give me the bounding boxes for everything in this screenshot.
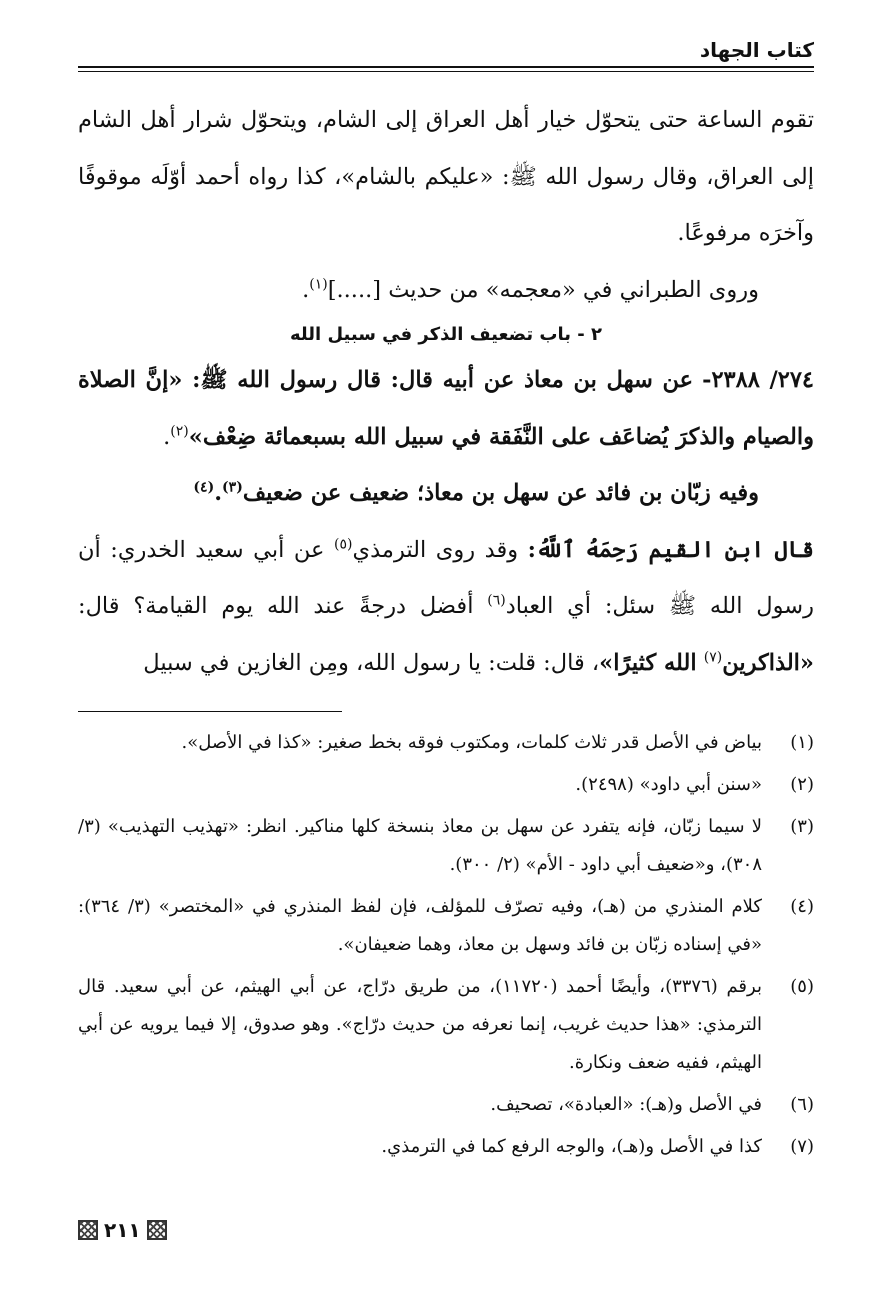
running-header xyxy=(78,38,814,68)
footnote-ref-1: (١) xyxy=(309,276,328,292)
header-title: كتاب الجهاد xyxy=(699,38,814,62)
footnote-text: بياض في الأصل قدر ثلاث كلمات، ومكتوب فوقه بخط صغير: «كذا في الأصل». xyxy=(181,732,762,753)
page-number: ٢١١ xyxy=(104,1218,141,1242)
paragraph-5-quote: «الذاكرين xyxy=(722,649,814,676)
ornament-icon xyxy=(78,1220,98,1240)
footnote-separator xyxy=(78,711,342,712)
footnote-ref-4: (٤) xyxy=(193,479,215,496)
footnote-text: برقم (٣٣٧٦)، وأيضًا أحمد (١١٧٢٠)، من طريق درّاج، عن أبي الهيثم، عن أبي سعيد. قال الترمذي: «هذا حديث غريب، إنما نعرفه من حديث درّاج». وهو صدوق، إلا فيما يرويه عن أبي الهيثم، ففيه ضعف ونكارة. xyxy=(78,976,762,1073)
hadith-number: ٢٧٤/ ٢٣٨٨- xyxy=(702,367,814,393)
paragraph-5-quote-2: الله كثيرًا» xyxy=(599,649,697,676)
paragraph-5-b: عن أبي سعيد الخدري: أن رسول الله ﷺ سئل: أي العباد xyxy=(78,536,815,619)
hadith-text: عن سهل بن معاذ عن أبيه قال: قال رسول الله ﷺ: «إنَّ الصلاة والصيام والذكرَ يُضاعَف على النَّفَقة في سبيل الله بسبعمائة ضِعْف» xyxy=(78,367,814,450)
footnote-item xyxy=(78,968,814,1082)
main-text xyxy=(78,92,814,691)
footnote-number: (١) xyxy=(790,732,814,753)
footnote-number: (٥) xyxy=(790,976,814,997)
paragraph-5-a: وقد روى الترمذي xyxy=(352,536,519,563)
hadith-end: . xyxy=(163,423,171,450)
ornament-icon xyxy=(147,1220,167,1240)
paragraph-2-end: . xyxy=(302,276,310,303)
paragraph-2 xyxy=(78,262,814,319)
paragraph-5-c: أفضل درجةً عند الله يوم القيامة؟ قال: xyxy=(78,593,474,619)
paragraph-5 xyxy=(78,522,814,692)
footnote-ref-7: (٧) xyxy=(703,649,723,665)
footnote-number: (٦) xyxy=(790,1094,814,1115)
footnote-ref-3: (٣) xyxy=(222,479,243,496)
paragraph-5-d: ، قال: قلت: يا رسول الله، ومِن الغازين في سبيل xyxy=(143,649,600,676)
footnote-text: «سنن أبي داود» (٢٤٩٨). xyxy=(575,774,762,795)
footnote-item xyxy=(78,724,814,762)
footnote-ref-6: (٦) xyxy=(487,592,506,609)
footnote-number: (٧) xyxy=(790,1136,814,1157)
footnote-text: كذا في الأصل و(هـ)، والوجه الرفع كما في الترمذي. xyxy=(381,1136,762,1157)
footnote-ref-2: (٢) xyxy=(170,423,189,439)
page-number-block xyxy=(78,1218,167,1242)
footnote-item xyxy=(78,1086,814,1124)
paragraph-4 xyxy=(78,465,814,522)
paragraph-4-text: وفيه زبّان بن فائد عن سهل بن معاذ؛ ضعيف عن ضعيف xyxy=(242,480,759,506)
footnote-text: لا سيما زبّان، فإنه يتفرد عن سهل بن معاذ بنسخة كلها مناكير. انظر: «تهذيب التهذيب» (٣/ ٣٠٨)، و«ضعيف أبي داود - الأم» (٢/ ٣٠٠). xyxy=(78,816,762,875)
footnote-ref-5: (٥) xyxy=(334,536,353,552)
paragraph-4-sep: . xyxy=(214,480,223,506)
paragraph-1: تقوم الساعة حتى يتحوّل خيار أهل العراق إلى الشام، ويتحوّل شرار أهل الشام إلى العراق، وقال رسول الله ﷺ: «عليكم بالشام»، كذا رواه أحمد أوّلَه موقوفًا وآخرَه مرفوعًا. xyxy=(78,107,814,246)
paragraph-5-lead: قال ابن القيم رَحِمَهُ ٱللَّهُ: xyxy=(527,536,814,563)
footnote-text: في الأصل و(هـ): «العبادة»، تصحيف. xyxy=(490,1094,762,1115)
footnote-number: (٢) xyxy=(790,774,814,795)
footnote-number: (٤) xyxy=(790,896,814,917)
footnote-item xyxy=(78,808,814,884)
hadith-paragraph xyxy=(78,352,814,465)
footnote-number: (٣) xyxy=(790,816,814,837)
footnotes xyxy=(78,724,814,1170)
paragraph-2-text: وروى الطبراني في «معجمه» من حديث [.....] xyxy=(327,276,759,303)
footnote-item xyxy=(78,888,814,964)
section-title: ٢ - باب تضعيف الذكر في سبيل الله xyxy=(289,324,603,345)
footnote-item xyxy=(78,1128,814,1166)
footnote-item xyxy=(78,766,814,804)
footnote-text: كلام المنذري من (هـ)، وفيه تصرّف للمؤلف، فإن لفظ المنذري في «المختصر» (٣/ ٣٦٤): «في إسناده زبّان بن فائد وسهل بن معاذ، وهما ضعيفان». xyxy=(78,896,762,955)
header-rule xyxy=(78,71,814,72)
